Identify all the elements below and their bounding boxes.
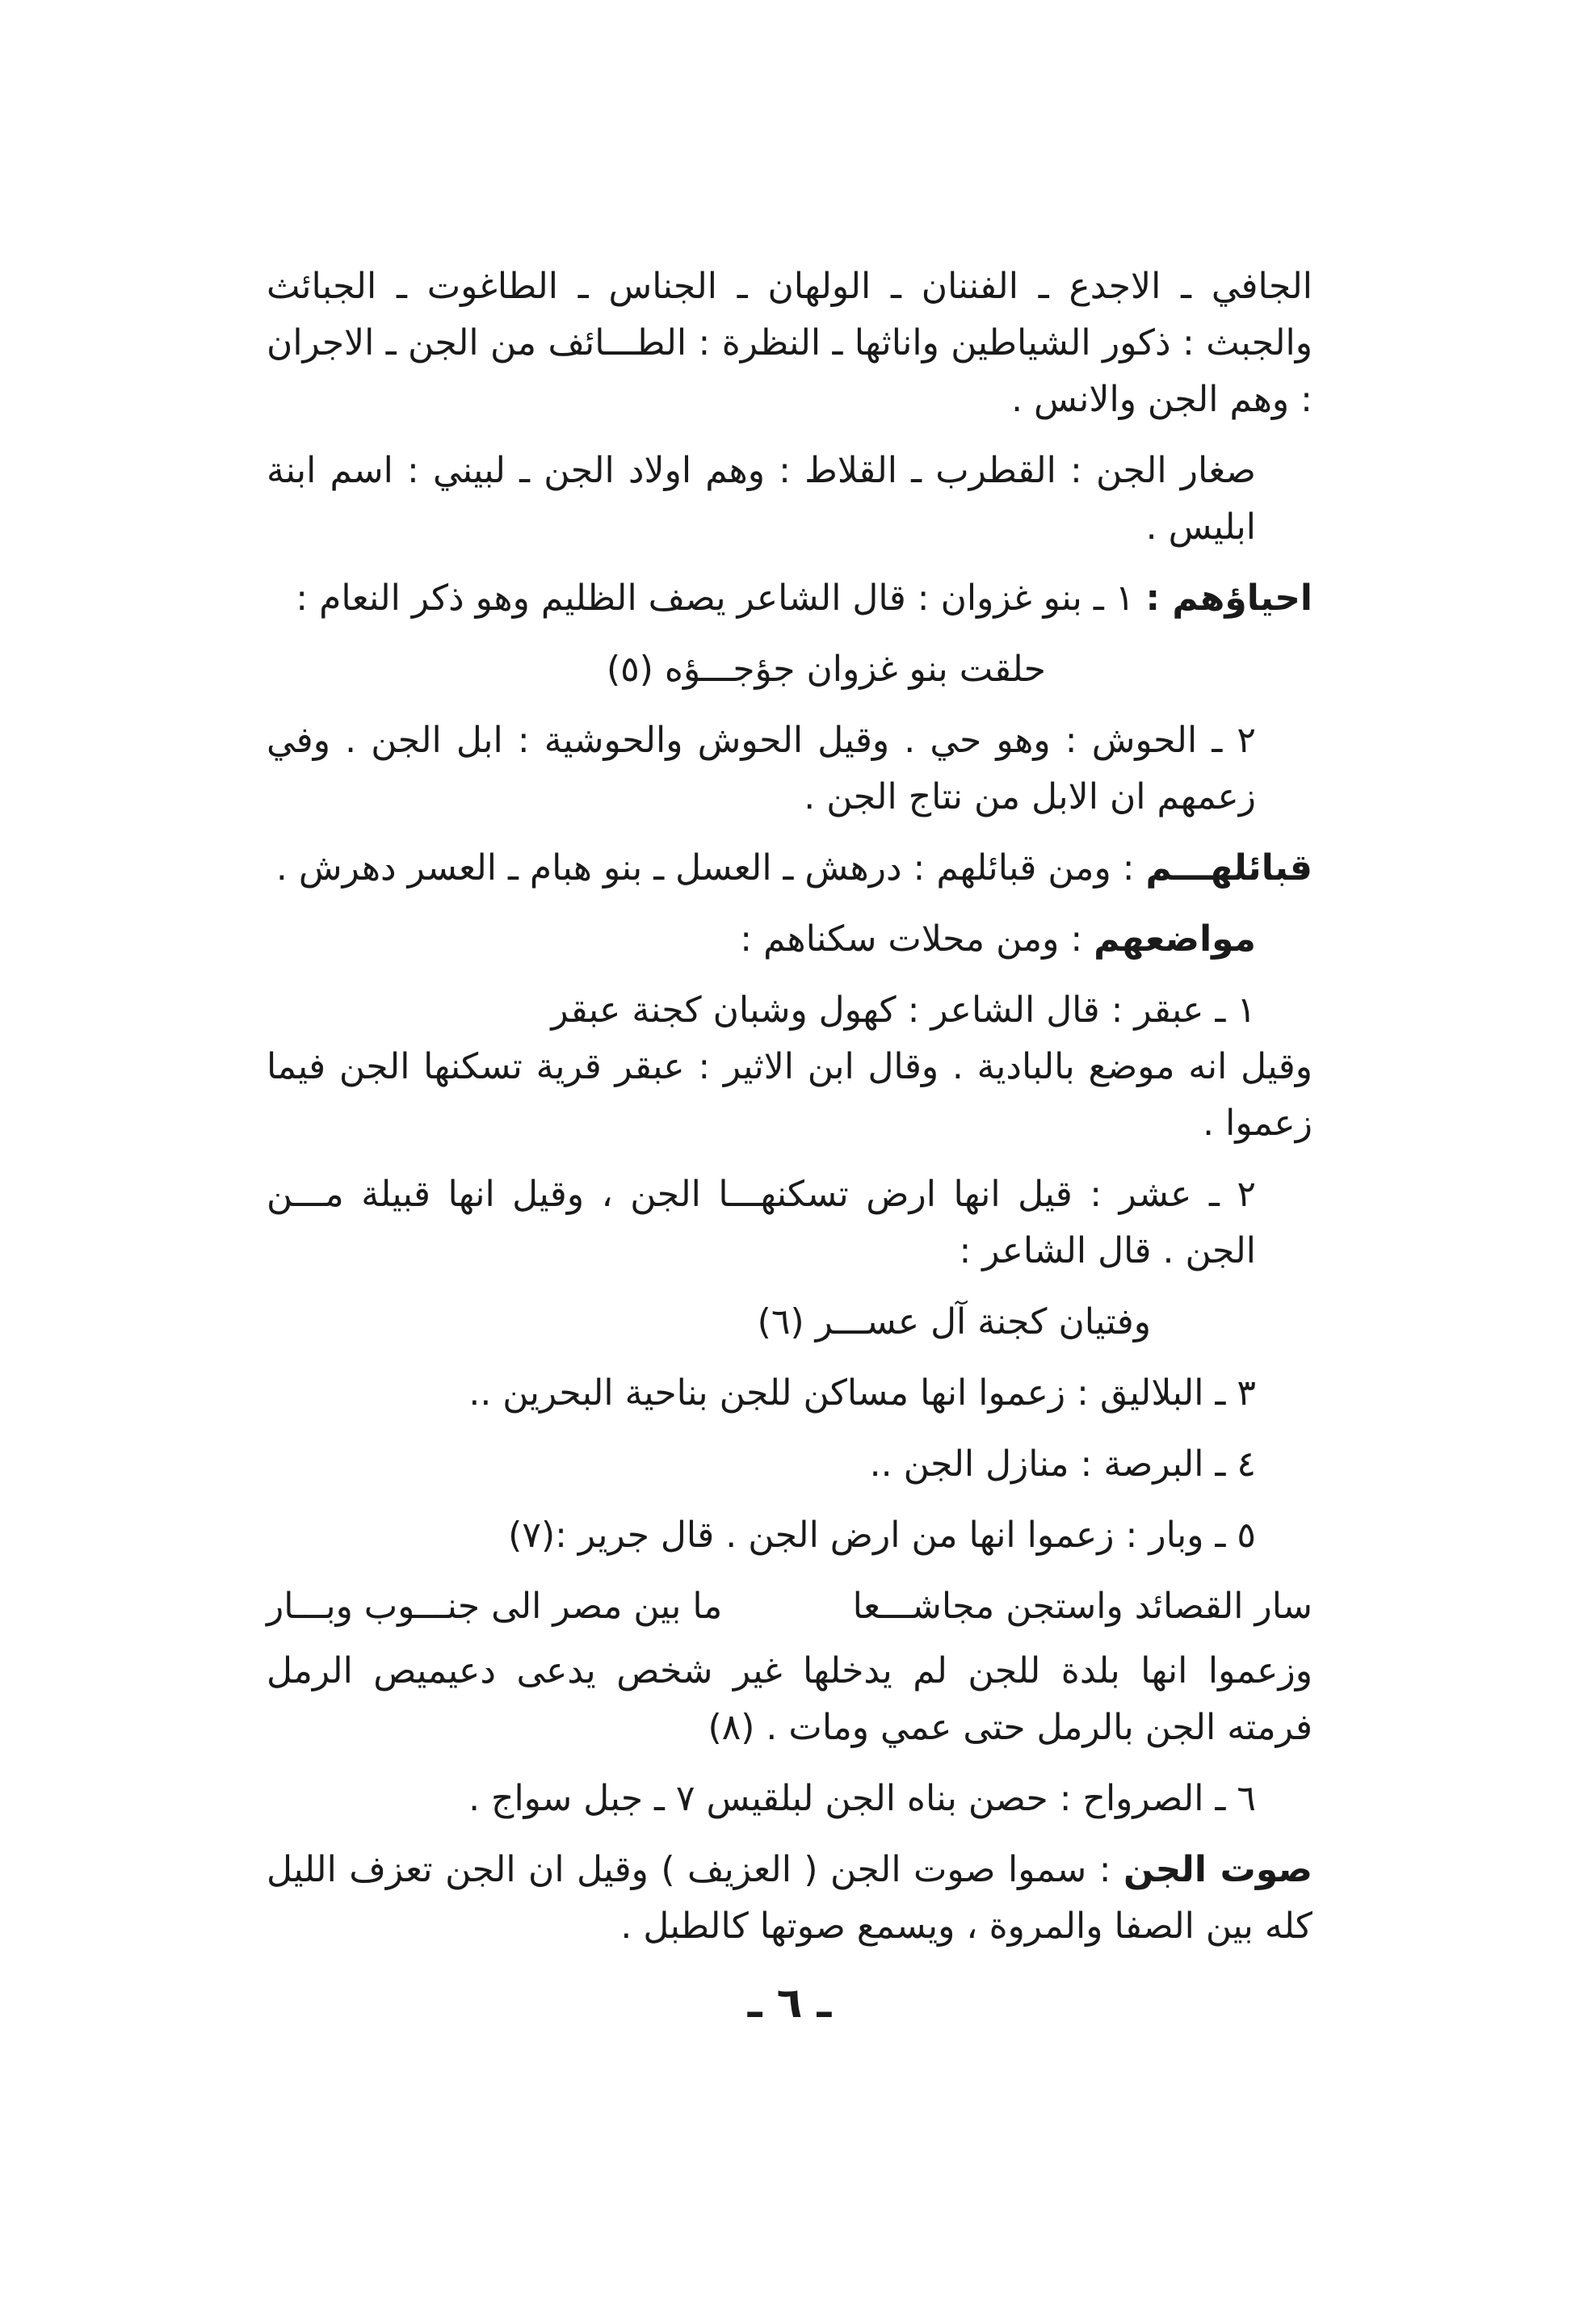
heading-neighborhoods: احياؤهم : xyxy=(1145,578,1312,619)
paragraph-jinn-names: الجافي ـ الاجدع ـ الفننان ـ الولهان ـ الجناس ـ الطاغوت ـ الجبائث والجبث : ذكور الشياطين واناثها ـ النظرة : الطـــائف من الجن ـ الاجران : وهم الجن والانس . xyxy=(267,266,1312,420)
paragraph-duaymis: وزعموا انها بلدة للجن لم يدخلها غير شخص يدعى دعيميص الرمل فرمته الجن بالرمل حتى عمي ومات . (٨) xyxy=(267,1650,1312,1748)
page-number: ـ ٦ ـ xyxy=(747,1979,832,2028)
paragraph-jinn-voice-body: : سموا صوت الجن ( العزيف ) وقيل ان الجن تعزف الليل كله بين الصفا والمروة ، ويسمع صوتها كالطبل . xyxy=(267,1849,1312,1947)
paragraph-young-jinn: صغار الجن : القطرب ـ القلاط : وهم اولاد الجن ـ لبيني : اسم ابنة ابليس . xyxy=(267,450,1256,548)
paragraph-neighborhoods-body: ١ ـ بنو غزوان : قال الشاعر يصف الظليم وهو ذكر النعام : xyxy=(296,578,1146,619)
paragraph-tribes xyxy=(267,840,1312,897)
paragraph-balaliq: ٣ ـ البلاليق : زعموا انها مساكن للجن بناحية البحرين .. xyxy=(468,1372,1256,1414)
paragraph-tribes-body: : ومن قبائلهم : درهش ـ العسل ـ بنو هبام ـ العسر دهرش . xyxy=(275,847,1146,889)
heading-jinn-voice: صوت الجن xyxy=(1123,1849,1313,1890)
verse-jarir-second-hemistich: ما بين مصر الى جنـــوب وبـــار xyxy=(267,1586,723,1627)
paragraph-abqar-rest: وقيل انه موضع بالبادية . وقال ابن الاثير : عبقر قرية تسكنها الجن فيما زعموا . xyxy=(267,1046,1312,1144)
paragraph-wabar: ٥ ـ وبار : زعموا انها من ارض الجن . قال جرير :(٧) xyxy=(508,1515,1256,1556)
verse-fityan: وفتيان كجنة آل عســـر (٦) xyxy=(757,1301,1151,1343)
paragraph-abqar xyxy=(267,982,1312,1152)
paragraph-neighborhoods xyxy=(267,570,1312,627)
paragraph-hawsh: ٢ ـ الحوش : وهو حي . وقيل الحوش والحوشية : ابل الجن . وفي زعمهم ان الابل من نتاج الجن . xyxy=(267,720,1256,817)
paragraph-places-body: : ومن محلات سكناهم : xyxy=(740,918,1094,960)
heading-places: مواضعهم xyxy=(1094,918,1256,960)
verse-jarir xyxy=(267,1578,1312,1635)
paragraph-abqar-first-line: ١ ـ عبقر : قال الشاعر : كهول وشبان كجنة عبقر xyxy=(551,990,1256,1031)
verse-jarir-first-hemistich: سار القصائد واستجن مجاشـــعا xyxy=(852,1586,1312,1627)
verse-ghazwan: حلقت بنو غزوان جؤجـــؤه (٥) xyxy=(606,649,1046,690)
paragraph-barsa: ٤ ـ البرصة : منازل الجن .. xyxy=(869,1444,1256,1485)
paragraph-sarwah: ٦ ـ الصرواح : حصن بناه الجن لبلقيس ٧ ـ جبل سواج . xyxy=(468,1778,1256,1819)
paragraph-places xyxy=(267,911,1312,968)
paragraph-jinn-voice xyxy=(267,1842,1312,1955)
paragraph-ashar: ٢ ـ عشر : قيل انها ارض تسكنهـــا الجن ، وقيل انها قبيلة مـــن الجن . قال الشاعر : xyxy=(267,1174,1256,1271)
heading-tribes: قبائلهـــم xyxy=(1145,847,1312,889)
